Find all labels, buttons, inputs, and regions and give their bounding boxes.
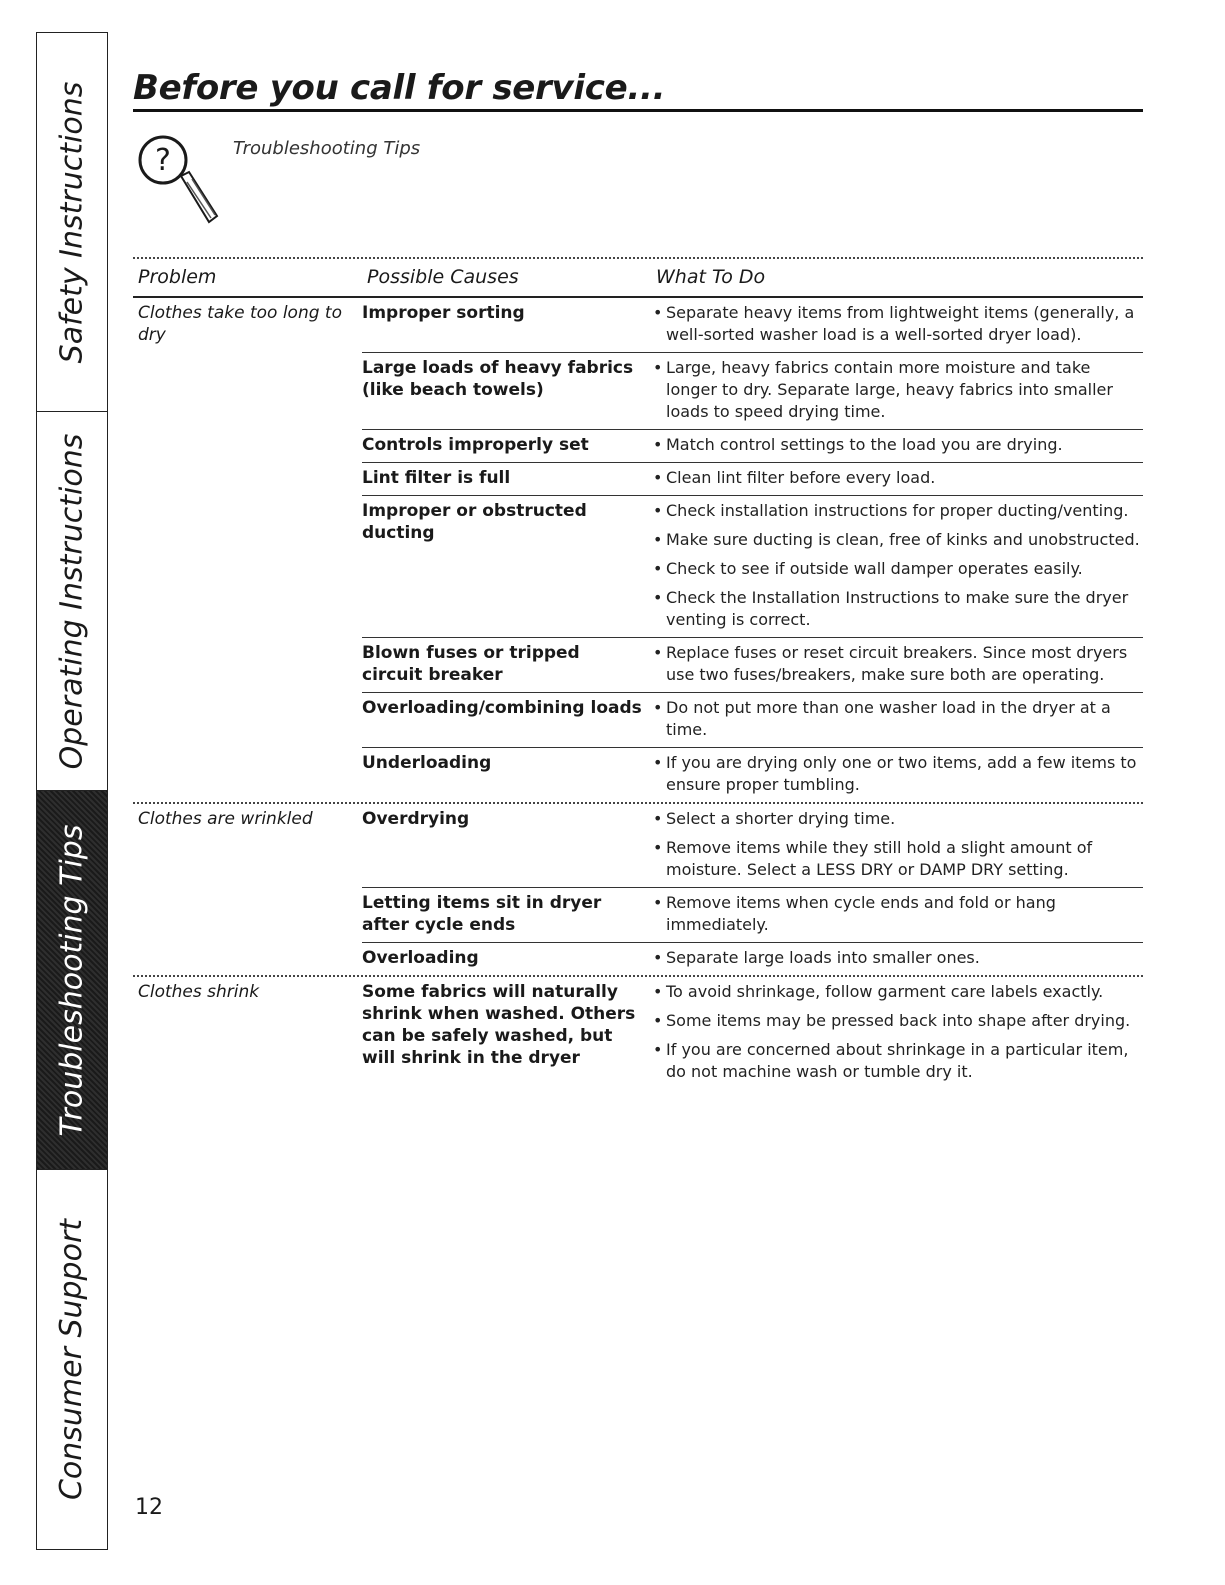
- page-title: Before you call for service...: [133, 68, 666, 108]
- table-header: [133, 257, 1143, 298]
- cause-label: Large loads of heavy fabrics (like beach towels): [362, 358, 634, 400]
- cause-label: Overloading: [362, 948, 479, 968]
- tab-label: Safety Instructions: [54, 81, 90, 363]
- remedy-item: • Check installation instructions for proper ducting/venting.: [651, 500, 1143, 522]
- table-row: [362, 298, 1143, 353]
- tab-label: Consumer Support: [54, 1218, 90, 1500]
- remedy-item: • Make sure ducting is clean, free of kinks and unobstructed.: [651, 529, 1143, 551]
- remedy-item: • Some items may be pressed back into shape after drying.: [651, 1010, 1143, 1032]
- table-row: [362, 353, 1143, 430]
- cause-label: Some fabrics will naturally shrink when washed. Others can be safely washed, but will shrink in the dryer: [362, 982, 636, 1068]
- cause-label: Improper or obstructed ducting: [362, 501, 587, 543]
- title-divider: [133, 109, 1143, 112]
- remedy-item: • Separate heavy items from lightweight items (generally, a well-sorted washer load is a well-sorted dryer load).: [651, 302, 1143, 346]
- tab-troubleshooting-tips[interactable]: [37, 791, 107, 1170]
- table-row: [362, 693, 1143, 748]
- remedy-item: • Remove items when cycle ends and fold or hang immediately.: [651, 892, 1143, 936]
- remedy-item: • Check the Installation Instructions to make sure the dryer venting is correct.: [651, 587, 1143, 631]
- page-number: 12: [135, 1495, 163, 1520]
- cause-label: Underloading: [362, 753, 492, 773]
- remedy-item: • Separate large loads into smaller ones.: [651, 947, 1143, 969]
- tab-consumer-support[interactable]: [37, 1170, 107, 1548]
- table-row: [362, 804, 1143, 888]
- table-row: [362, 888, 1143, 943]
- table-row: [362, 748, 1143, 802]
- problem-label: Clothes shrink: [138, 982, 260, 1002]
- remedy-item: • Replace fuses or reset circuit breakers. Since most dryers use two fuses/breakers, make sure both are operating.: [651, 642, 1143, 686]
- table-row: [362, 463, 1143, 496]
- section-subtitle: Troubleshooting Tips: [233, 138, 421, 159]
- cause-label: Letting items sit in dryer after cycle ends: [362, 893, 602, 935]
- remedy-item: • To avoid shrinkage, follow garment care labels exactly.: [651, 981, 1143, 1003]
- cause-label: Blown fuses or tripped circuit breaker: [362, 643, 580, 685]
- remedy-item: • Check to see if outside wall damper operates easily.: [651, 558, 1143, 580]
- tab-label: Operating Instructions: [54, 433, 90, 769]
- remedy-item: • If you are drying only one or two items, add a few items to ensure proper tumbling.: [651, 752, 1143, 796]
- table-row: [362, 496, 1143, 638]
- cause-label: Controls improperly set: [362, 435, 589, 455]
- header-what-to-do: What To Do: [656, 266, 766, 288]
- cause-label: Lint filter is full: [362, 468, 511, 488]
- question-mark-magnifier-icon: [135, 132, 235, 242]
- section-tabs-sidebar: [36, 32, 108, 1550]
- problem-group: [133, 977, 1143, 1089]
- tab-label: Troubleshooting Tips: [54, 824, 90, 1136]
- table-row: [362, 638, 1143, 693]
- tab-safety-instructions[interactable]: [37, 33, 107, 412]
- table-row: [362, 430, 1143, 463]
- remedy-item: • Remove items while they still hold a slight amount of moisture. Select a LESS DRY or DAMP DRY setting.: [651, 837, 1143, 881]
- table-row: [362, 977, 1143, 1089]
- remedy-item: • Large, heavy fabrics contain more moisture and take longer to dry. Separate large, heavy fabrics into smaller loads to speed drying time.: [651, 357, 1143, 423]
- cause-label: Overdrying: [362, 809, 470, 829]
- remedy-item: • Match control settings to the load you are drying.: [651, 434, 1143, 456]
- cause-label: Overloading/combining loads: [362, 698, 642, 718]
- tab-operating-instructions[interactable]: [37, 412, 107, 791]
- remedy-item: • Do not put more than one washer load in the dryer at a time.: [651, 697, 1143, 741]
- problem-group: [133, 804, 1143, 977]
- problem-label: Clothes are wrinkled: [138, 809, 313, 829]
- remedy-item: • Select a shorter drying time.: [651, 808, 1143, 830]
- remedy-item: • If you are concerned about shrinkage in a particular item, do not machine wash or tumble dry it.: [651, 1039, 1143, 1083]
- header-problem: Problem: [138, 266, 217, 288]
- svg-text:?: ?: [155, 143, 171, 178]
- table-row: [362, 943, 1143, 975]
- problem-label: Clothes take too long to dry: [138, 303, 342, 345]
- header-possible-causes: Possible Causes: [367, 266, 519, 288]
- troubleshooting-table: [133, 257, 1143, 1089]
- cause-label: Improper sorting: [362, 303, 525, 323]
- problem-group: [133, 298, 1143, 804]
- remedy-item: • Clean lint filter before every load.: [651, 467, 1143, 489]
